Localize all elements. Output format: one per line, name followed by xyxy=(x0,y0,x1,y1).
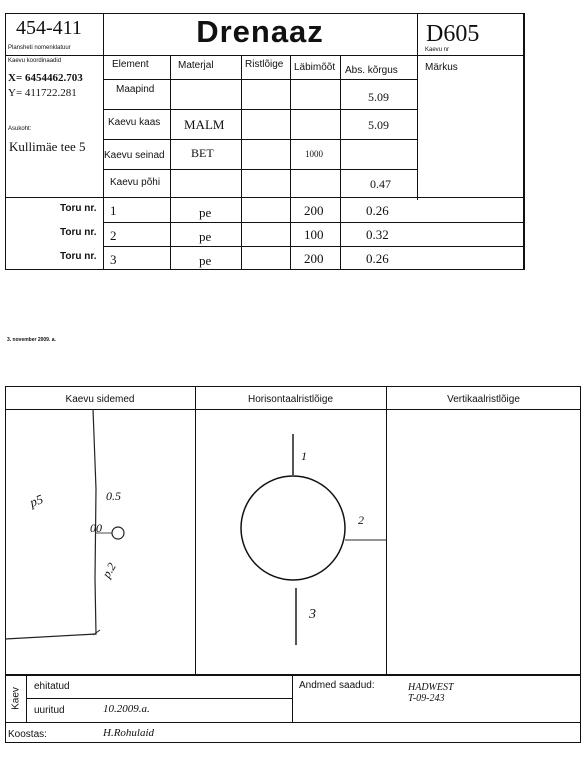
data-source-value: HADWEST xyxy=(408,682,454,693)
row-diameter: 1000 xyxy=(305,149,323,159)
header-diameter: Läbimõõt xyxy=(294,62,336,73)
pipe-label: Toru nr. xyxy=(60,251,97,262)
row-height: 0.47 xyxy=(370,177,391,191)
pipe-label-1: 1 xyxy=(301,449,307,463)
col-vertical-header: Vertikaalristlõige xyxy=(447,394,520,405)
pipe-diameter: 100 xyxy=(304,227,324,242)
pipe-material: pe xyxy=(199,229,212,244)
sheet-number: 454-411 xyxy=(16,17,82,39)
pipe-material: pe xyxy=(199,253,212,268)
row-height: 5.09 xyxy=(368,118,389,132)
sheet-caption: Plansheti nomenklatuur xyxy=(8,45,71,51)
well-caption: Kaevu nr xyxy=(425,47,450,53)
sketch-manhole xyxy=(112,527,124,539)
data-source-code: T-09-243 xyxy=(408,693,445,704)
pipe-height: 0.32 xyxy=(366,227,389,242)
pipe-material: pe xyxy=(199,205,212,220)
row-element: Kaevu seinad xyxy=(104,150,165,161)
row-element: Maapind xyxy=(116,84,155,95)
well-id: D605 xyxy=(426,21,480,47)
col-horizontal-header: Horisontaalristlõige xyxy=(247,394,334,405)
location-caption: Asukoht: xyxy=(8,126,32,132)
page-title: Drenaaz xyxy=(196,14,324,49)
row-material: BET xyxy=(191,146,214,160)
pipe-label-3: 3 xyxy=(309,607,316,622)
row-element: Kaevu kaas xyxy=(108,117,161,128)
col-ties-header: Kaevu sidemed xyxy=(65,394,135,405)
manhole-circle xyxy=(241,476,345,580)
pipe-number: 2 xyxy=(110,228,117,243)
row-element: Kaevu põhi xyxy=(110,177,161,188)
sketch-label-p5: p5 xyxy=(27,491,46,510)
compiled-label: Koostas: xyxy=(8,729,47,740)
pipe-label-2: 2 xyxy=(358,513,364,527)
surveyed-value: 10.2009.a. xyxy=(103,703,150,715)
header-material: Materjal xyxy=(178,60,214,71)
sketch-label-00: 00 xyxy=(90,521,102,535)
sketch-label-05: 0.5 xyxy=(106,489,121,503)
compiled-value: H.Rohulaid xyxy=(103,727,155,739)
pipe-number: 3 xyxy=(110,252,117,267)
coord-y: Y= 411722.281 xyxy=(8,87,77,99)
pipe-height: 0.26 xyxy=(366,203,389,218)
side-label-kaev: Kaev xyxy=(10,687,22,710)
header-section: Ristlõige xyxy=(245,59,284,70)
location-value: Kullimäe tee 5 xyxy=(9,139,86,154)
header-element: Element xyxy=(112,59,149,70)
ties-sketch xyxy=(5,409,195,675)
horizontal-section-drawing xyxy=(196,410,386,675)
pipe-height: 0.26 xyxy=(366,251,389,266)
pipe-label: Toru nr. xyxy=(60,203,97,214)
header-height: Abs. kõrgus xyxy=(345,65,398,76)
coords-caption: Kaevu koordinaadid xyxy=(8,58,62,64)
row-material: MALM xyxy=(184,117,225,132)
pipe-label: Toru nr. xyxy=(60,227,97,238)
pipe-number: 1 xyxy=(110,203,117,218)
data-source-label: Andmed saadud: xyxy=(299,680,375,691)
coord-x: X= 6454462.703 xyxy=(8,72,83,84)
header-notes: Märkus xyxy=(425,62,458,73)
pipe-diameter: 200 xyxy=(304,203,324,218)
footer-frame xyxy=(5,675,581,743)
sketch-label-p2: p.2 xyxy=(99,560,119,581)
sketch-wall xyxy=(5,409,96,639)
pipe-diameter: 200 xyxy=(304,251,324,266)
surveyed-label: uuritud xyxy=(34,705,65,716)
row-height: 5.09 xyxy=(368,90,389,104)
built-label: ehitatud xyxy=(34,681,70,692)
date-note: 3. november 2009. a. xyxy=(7,337,56,343)
